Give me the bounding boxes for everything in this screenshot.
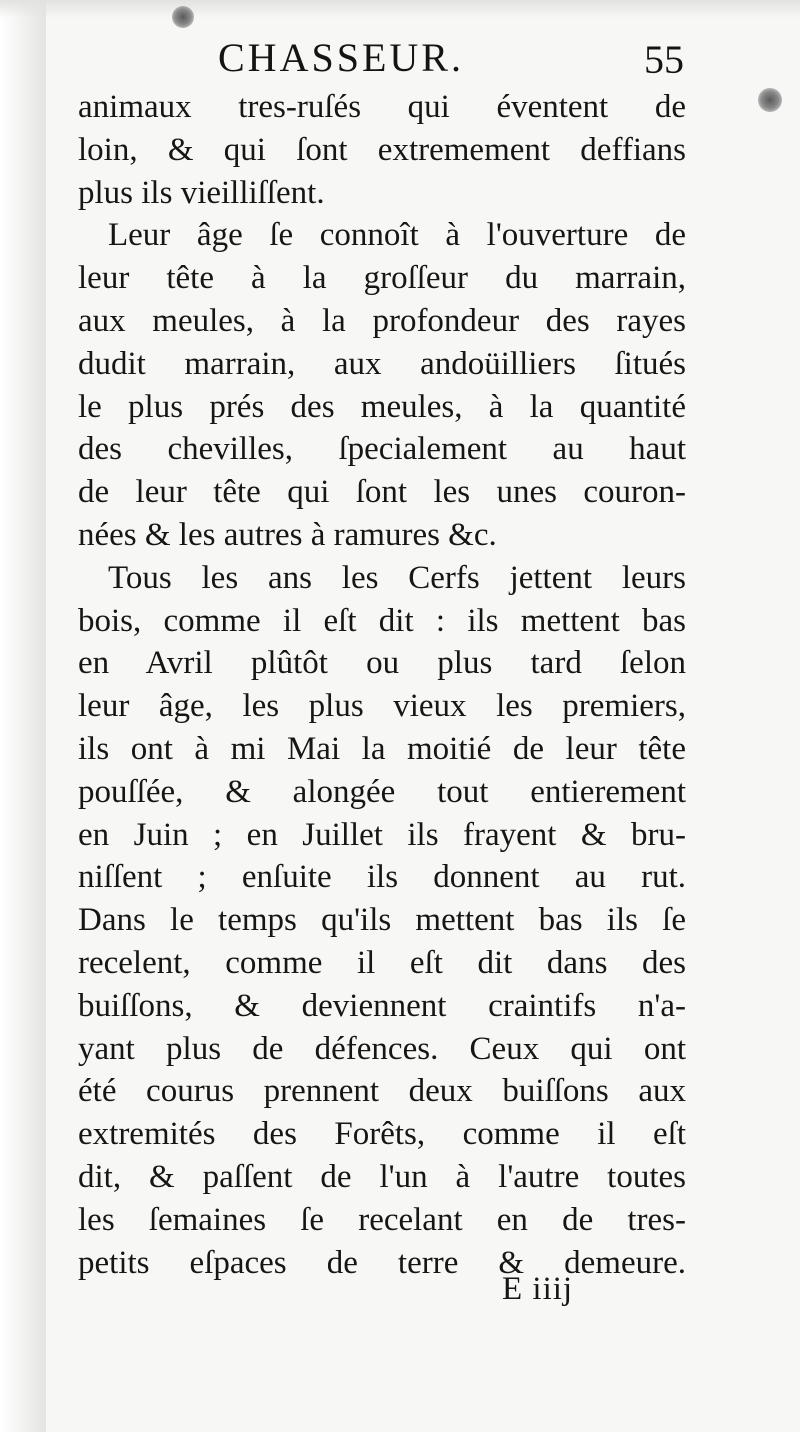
text-line: leur âge, les plus vieux les premiers, [78, 688, 686, 725]
text-line: nées & les autres à ramures &c. [78, 516, 497, 553]
text-line: le plus prés des meules, à la quantité [78, 388, 686, 425]
ink-spot [758, 88, 782, 112]
text-line: dit, & paſſent de l'un à l'autre toutes [78, 1158, 686, 1195]
text-line: loin, & qui ſont extremement deffians [78, 131, 686, 168]
text-line: en Avril plûtôt ou plus tard ſelon [78, 645, 686, 682]
text-line: des chevilles, ſpecialement au haut [78, 431, 686, 468]
page-number: 55 [644, 37, 684, 82]
text-line: Tous les ans les Cerfs jettent leurs [108, 559, 686, 596]
text-line: de leur tête qui ſont les unes couron- [78, 474, 686, 511]
text-line: plus ils vieilliſſent. [78, 174, 325, 211]
page-header [0, 34, 800, 86]
text-line: pouſſée, & alongée tout entierement [78, 773, 686, 810]
text-line: en Juin ; en Juillet ils frayent & bru- [78, 816, 686, 853]
text-line: dudit marrain, aux andoüilliers ſitués [78, 345, 686, 382]
top-edge-shadow [0, 0, 800, 18]
text-line: recelent, comme il eſt dit dans des [78, 944, 686, 981]
text-line: les ſemaines ſe recelant en de tres- [78, 1201, 686, 1238]
text-line: petits eſpaces de terre & demeure. [78, 1244, 686, 1281]
text-line: aux meules, à la profondeur des rayes [78, 302, 686, 339]
text-line: extremités des Forêts, comme il eſt [78, 1116, 686, 1153]
body-text [78, 86, 686, 1284]
binding-shadow [0, 0, 46, 1432]
signature-mark: E iiij [502, 1271, 574, 1307]
text-line: leur tête à la groſſeur du marrain, [78, 260, 686, 297]
text-line: Dans le temps qu'ils mettent bas ils ſe [78, 902, 686, 939]
text-line: Leur âge ſe connoît à l'ouverture de [108, 217, 686, 254]
text-line: buiſſons, & deviennent craintifs n'a- [78, 987, 686, 1024]
text-line: ils ont à mi Mai la moitié de leur tête [78, 730, 686, 767]
text-line: été courus prennent deux buiſſons aux [78, 1073, 686, 1110]
text-line: animaux tres-ruſés qui éventent de [78, 89, 686, 125]
running-head: CHASSEUR. [218, 35, 464, 80]
ink-spot [172, 6, 194, 28]
text-line: yant plus de défences. Ceux qui ont [78, 1030, 686, 1067]
text-line: bois, comme il eſt dit : ils mettent bas [78, 602, 686, 639]
text-line: niſſent ; enſuite ils donnent au rut. [78, 859, 686, 896]
